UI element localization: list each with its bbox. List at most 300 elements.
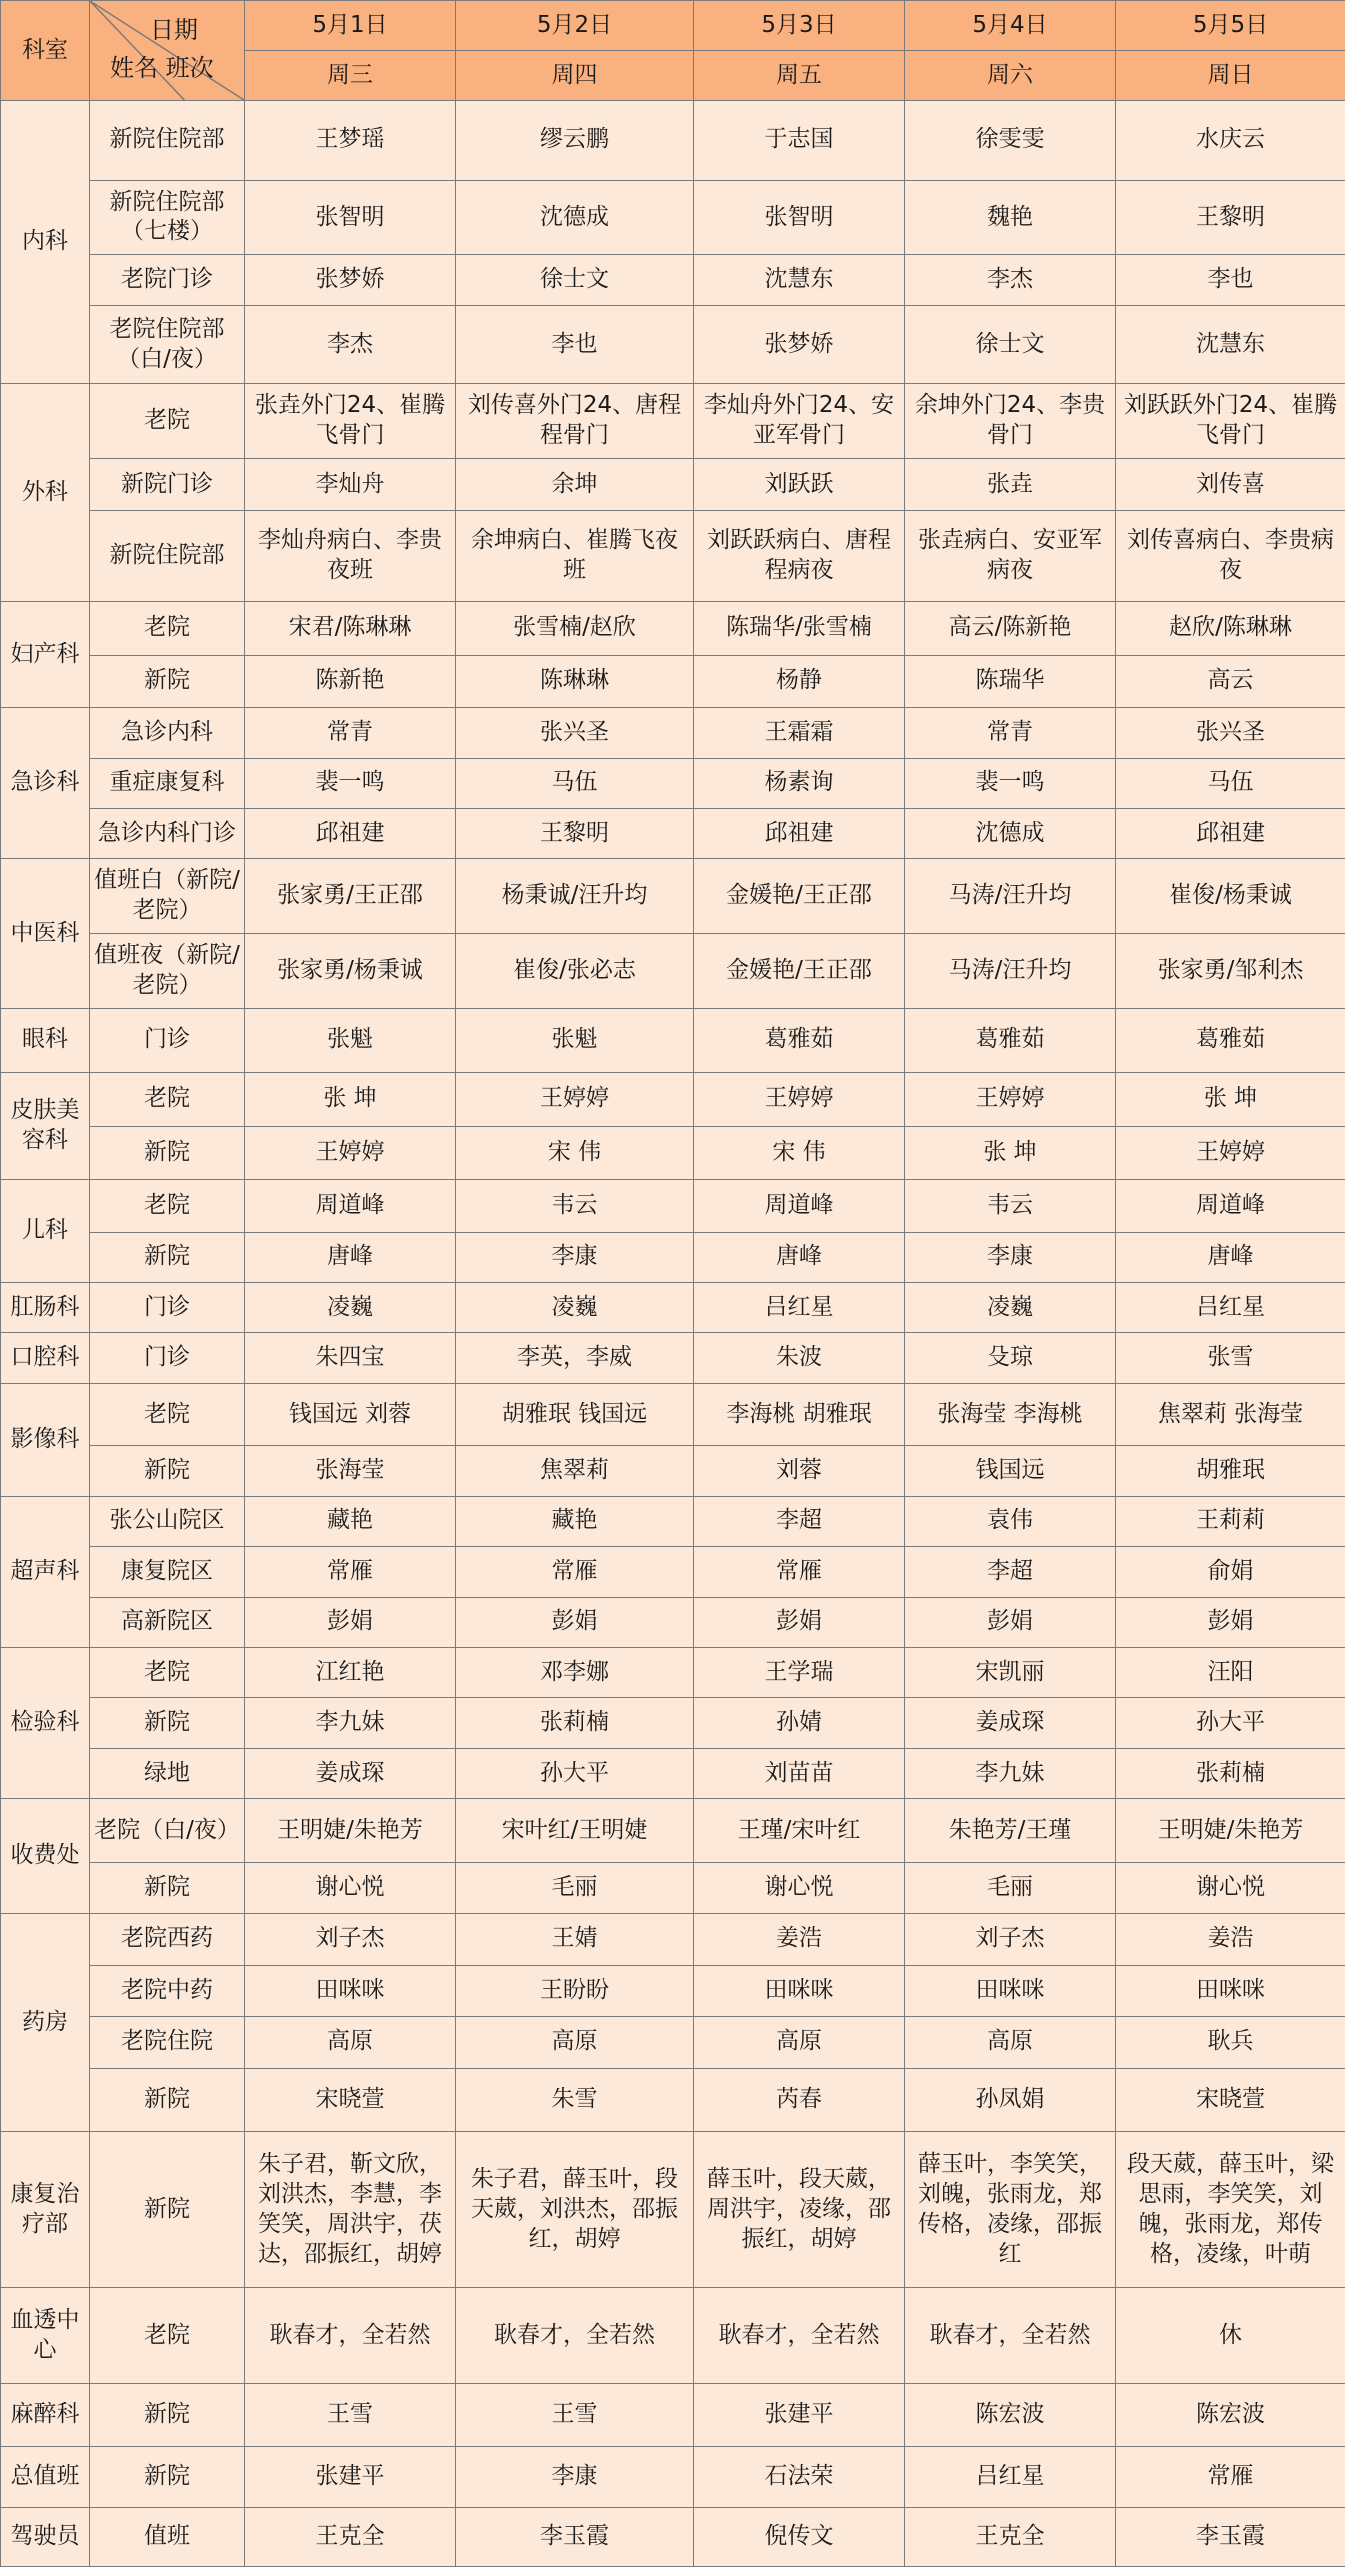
staff-cell: 姜成琛 bbox=[245, 1748, 456, 1798]
table-row bbox=[1, 1862, 1345, 1913]
staff-cell: 张智明 bbox=[694, 180, 905, 255]
staff-cell: 王盼盼 bbox=[456, 1965, 694, 2016]
staff-cell: 宋叶红/王明婕 bbox=[456, 1799, 694, 1863]
shift-cell: 老院 bbox=[90, 2288, 245, 2384]
shift-cell: 新院 bbox=[90, 655, 245, 707]
shift-cell: 老院 bbox=[90, 1180, 245, 1232]
staff-cell: 王瑾/宋叶红 bbox=[694, 1799, 905, 1863]
staff-cell: 杨秉诚/汪升均 bbox=[456, 859, 694, 934]
department-cell: 妇产科 bbox=[1, 602, 90, 708]
staff-cell: 杨静 bbox=[694, 655, 905, 707]
staff-cell: 毛丽 bbox=[456, 1862, 694, 1913]
shift-cell: 老院 bbox=[90, 1383, 245, 1446]
staff-cell: 朱雪 bbox=[456, 2068, 694, 2132]
staff-cell: 王婷婷 bbox=[694, 1073, 905, 1126]
staff-cell: 常青 bbox=[905, 708, 1116, 758]
corner-date-label: 日期 bbox=[150, 16, 198, 44]
shift-cell: 老院（白/夜） bbox=[90, 1799, 245, 1863]
department-cell: 肛肠科 bbox=[1, 1282, 90, 1332]
table-row bbox=[1, 1698, 1345, 1748]
staff-cell: 常雁 bbox=[694, 1547, 905, 1597]
staff-cell: 王婷婷 bbox=[905, 1073, 1116, 1126]
staff-cell: 李九妹 bbox=[245, 1698, 456, 1748]
shift-cell: 新院住院部（七楼） bbox=[90, 180, 245, 255]
staff-cell: 刘苗苗 bbox=[694, 1748, 905, 1798]
staff-cell: 朱四宝 bbox=[245, 1333, 456, 1383]
staff-cell: 王黎明 bbox=[1116, 180, 1345, 255]
staff-cell: 刘跃跃病白、唐程程病夜 bbox=[694, 511, 905, 602]
shift-cell: 新院住院部 bbox=[90, 101, 245, 181]
staff-cell: 李康 bbox=[456, 1232, 694, 1282]
staff-cell: 李玉霞 bbox=[1116, 2508, 1345, 2567]
staff-cell: 余坤病白、崔腾飞夜班 bbox=[456, 511, 694, 602]
staff-cell: 余坤外门24、李贵骨门 bbox=[905, 384, 1116, 459]
staff-cell: 朱子君，薛玉叶，段天葳，刘洪杰，邵振红，胡婷 bbox=[456, 2132, 694, 2288]
department-cell: 血透中心 bbox=[1, 2288, 90, 2384]
department-cell: 急诊科 bbox=[1, 708, 90, 859]
table-row bbox=[1, 808, 1345, 858]
staff-cell: 崔俊/杨秉诚 bbox=[1116, 859, 1345, 934]
staff-cell: 崔俊/张必志 bbox=[456, 933, 694, 1008]
department-cell: 总值班 bbox=[1, 2446, 90, 2508]
staff-cell: 李九妹 bbox=[905, 1748, 1116, 1798]
shift-cell: 新院 bbox=[90, 2384, 245, 2447]
department-cell: 麻醉科 bbox=[1, 2384, 90, 2447]
staff-cell: 王梦瑶 bbox=[245, 101, 456, 181]
shift-cell: 康复院区 bbox=[90, 1547, 245, 1597]
staff-cell: 唐峰 bbox=[245, 1232, 456, 1282]
staff-cell: 焦翠莉 bbox=[456, 1446, 694, 1496]
staff-cell: 唐峰 bbox=[1116, 1232, 1345, 1282]
shift-cell: 门诊 bbox=[90, 1282, 245, 1332]
corner-header bbox=[90, 1, 245, 101]
date-header: 5月4日 bbox=[905, 1, 1116, 51]
staff-cell: 宋晓萱 bbox=[1116, 2068, 1345, 2132]
staff-cell: 吕红星 bbox=[905, 2446, 1116, 2508]
table-row bbox=[1, 2508, 1345, 2567]
staff-cell: 胡雅珉 钱国远 bbox=[456, 1383, 694, 1446]
table-row bbox=[1, 305, 1345, 384]
staff-cell: 张建平 bbox=[245, 2446, 456, 2508]
staff-cell: 朱子君，靳文欣，刘洪杰，李慧，李笑笑，周洪宇，茯达，邵振红，胡婷 bbox=[245, 2132, 456, 2288]
staff-cell: 马涛/汪升均 bbox=[905, 859, 1116, 934]
table-row bbox=[1, 1597, 1345, 1647]
staff-cell: 王明婕/朱艳芳 bbox=[245, 1799, 456, 1863]
staff-cell: 张建平 bbox=[694, 2384, 905, 2447]
weekday-header: 周四 bbox=[456, 51, 694, 101]
staff-cell: 李灿舟外门24、安亚军骨门 bbox=[694, 384, 905, 459]
staff-cell: 刘传喜病白、李贵病夜 bbox=[1116, 511, 1345, 602]
department-cell: 中医科 bbox=[1, 859, 90, 1008]
staff-cell: 裴一鸣 bbox=[245, 758, 456, 808]
table-row bbox=[1, 1333, 1345, 1383]
table-row bbox=[1, 1965, 1345, 2016]
staff-cell: 李灿舟病白、李贵夜班 bbox=[245, 511, 456, 602]
shift-cell: 门诊 bbox=[90, 1008, 245, 1073]
staff-cell: 李灿舟 bbox=[245, 459, 456, 511]
staff-cell: 殳琼 bbox=[905, 1333, 1116, 1383]
staff-cell: 李康 bbox=[456, 2446, 694, 2508]
staff-cell: 常雁 bbox=[245, 1547, 456, 1597]
table-row bbox=[1, 602, 1345, 655]
staff-cell: 张梦娇 bbox=[694, 305, 905, 384]
staff-cell: 周道峰 bbox=[245, 1180, 456, 1232]
shift-cell: 老院 bbox=[90, 384, 245, 459]
table-row bbox=[1, 1383, 1345, 1446]
staff-cell: 李也 bbox=[1116, 255, 1345, 305]
staff-cell: 孙婧 bbox=[694, 1698, 905, 1748]
shift-cell: 老院住院部（白/夜） bbox=[90, 305, 245, 384]
staff-cell: 宋凯丽 bbox=[905, 1647, 1116, 1697]
staff-cell: 张莉楠 bbox=[456, 1698, 694, 1748]
staff-cell: 常雁 bbox=[1116, 2446, 1345, 2508]
staff-cell: 薛玉叶，李笑笑，刘魄，张雨龙，郑传格，凌缘，邵振红 bbox=[905, 2132, 1116, 2288]
shift-cell: 新院 bbox=[90, 2132, 245, 2288]
staff-cell: 沈慧东 bbox=[694, 255, 905, 305]
staff-cell: 田咪咪 bbox=[905, 1965, 1116, 2016]
table-row bbox=[1, 101, 1345, 181]
staff-cell: 葛雅茹 bbox=[905, 1008, 1116, 1073]
staff-cell: 高原 bbox=[694, 2017, 905, 2068]
table-row bbox=[1, 1232, 1345, 1282]
staff-cell: 王克全 bbox=[245, 2508, 456, 2567]
table-row bbox=[1, 1073, 1345, 1126]
staff-cell: 姜浩 bbox=[694, 1914, 905, 1965]
staff-cell: 张家勇/杨秉诚 bbox=[245, 933, 456, 1008]
staff-cell: 李玉霞 bbox=[456, 2508, 694, 2567]
staff-cell: 田咪咪 bbox=[694, 1965, 905, 2016]
staff-cell: 耿兵 bbox=[1116, 2017, 1345, 2068]
staff-cell: 王莉莉 bbox=[1116, 1496, 1345, 1546]
department-cell: 外科 bbox=[1, 384, 90, 602]
staff-cell: 张家勇/邹利杰 bbox=[1116, 933, 1345, 1008]
shift-cell: 高新院区 bbox=[90, 1597, 245, 1647]
table-row bbox=[1, 1647, 1345, 1697]
staff-cell: 韦云 bbox=[456, 1180, 694, 1232]
shift-cell: 新院住院部 bbox=[90, 511, 245, 602]
staff-cell: 刘蓉 bbox=[694, 1446, 905, 1496]
staff-cell: 张垚病白、安亚军病夜 bbox=[905, 511, 1116, 602]
staff-cell: 张垚外门24、崔腾飞骨门 bbox=[245, 384, 456, 459]
table-row bbox=[1, 459, 1345, 511]
staff-cell: 刘子杰 bbox=[905, 1914, 1116, 1965]
staff-cell: 刘传喜 bbox=[1116, 459, 1345, 511]
staff-cell: 周道峰 bbox=[694, 1180, 905, 1232]
corner-name-shift-label: 姓名 班次 bbox=[110, 53, 214, 82]
staff-cell: 彭娟 bbox=[694, 1597, 905, 1647]
weekday-header: 周日 bbox=[1116, 51, 1345, 101]
staff-cell: 张海莹 bbox=[245, 1446, 456, 1496]
staff-cell: 王雪 bbox=[456, 2384, 694, 2447]
staff-cell: 王雪 bbox=[245, 2384, 456, 2447]
table-row bbox=[1, 1914, 1345, 1965]
date-header: 5月2日 bbox=[456, 1, 694, 51]
department-cell: 皮肤美容科 bbox=[1, 1073, 90, 1180]
table-row bbox=[1, 1282, 1345, 1332]
staff-cell: 朱波 bbox=[694, 1333, 905, 1383]
department-cell: 儿科 bbox=[1, 1180, 90, 1283]
staff-cell: 张垚 bbox=[905, 459, 1116, 511]
staff-cell: 张智明 bbox=[245, 180, 456, 255]
table-row bbox=[1, 758, 1345, 808]
table-row bbox=[1, 933, 1345, 1008]
staff-cell: 缪云鹏 bbox=[456, 101, 694, 181]
schedule-body bbox=[1, 101, 1345, 2567]
staff-cell: 藏艳 bbox=[245, 1496, 456, 1546]
staff-cell: 张雪 bbox=[1116, 1333, 1345, 1383]
staff-cell: 陈琳琳 bbox=[456, 655, 694, 707]
staff-cell: 陈新艳 bbox=[245, 655, 456, 707]
staff-cell: 袁伟 bbox=[905, 1496, 1116, 1546]
staff-cell: 马伍 bbox=[456, 758, 694, 808]
department-cell: 康复治疗部 bbox=[1, 2132, 90, 2288]
shift-cell: 老院 bbox=[90, 602, 245, 655]
shift-cell: 张公山院区 bbox=[90, 1496, 245, 1546]
staff-cell: 孙大平 bbox=[456, 1748, 694, 1798]
shift-cell: 值班 bbox=[90, 2508, 245, 2567]
table-row bbox=[1, 1008, 1345, 1073]
staff-cell: 邱祖建 bbox=[1116, 808, 1345, 858]
department-cell: 口腔科 bbox=[1, 1333, 90, 1383]
shift-cell: 值班夜（新院/老院） bbox=[90, 933, 245, 1008]
staff-cell: 休 bbox=[1116, 2288, 1345, 2384]
staff-cell: 沈慧东 bbox=[1116, 305, 1345, 384]
shift-cell: 老院中药 bbox=[90, 1965, 245, 2016]
staff-cell: 刘子杰 bbox=[245, 1914, 456, 1965]
table-row bbox=[1, 2446, 1345, 2508]
staff-cell: 石法荣 bbox=[694, 2446, 905, 2508]
table-row bbox=[1, 2017, 1345, 2068]
staff-cell: 唐峰 bbox=[694, 1232, 905, 1282]
department-cell: 收费处 bbox=[1, 1799, 90, 1914]
shift-cell: 新院 bbox=[90, 2446, 245, 2508]
staff-cell: 王学瑞 bbox=[694, 1647, 905, 1697]
shift-cell: 新院 bbox=[90, 2068, 245, 2132]
staff-cell: 沈德成 bbox=[905, 808, 1116, 858]
staff-cell: 凌巍 bbox=[456, 1282, 694, 1332]
staff-cell: 葛雅茹 bbox=[1116, 1008, 1345, 1073]
table-row bbox=[1, 180, 1345, 255]
staff-cell: 吕红星 bbox=[694, 1282, 905, 1332]
shift-cell: 老院西药 bbox=[90, 1914, 245, 1965]
staff-cell: 陈瑞华 bbox=[905, 655, 1116, 707]
staff-cell: 张莉楠 bbox=[1116, 1748, 1345, 1798]
staff-cell: 陈宏波 bbox=[1116, 2384, 1345, 2447]
staff-cell: 张 坤 bbox=[1116, 1073, 1345, 1126]
staff-cell: 孙大平 bbox=[1116, 1698, 1345, 1748]
staff-cell: 高云/陈新艳 bbox=[905, 602, 1116, 655]
staff-cell: 倪传文 bbox=[694, 2508, 905, 2567]
staff-cell: 徐士文 bbox=[905, 305, 1116, 384]
staff-cell: 藏艳 bbox=[456, 1496, 694, 1546]
table-row bbox=[1, 384, 1345, 459]
staff-cell: 马伍 bbox=[1116, 758, 1345, 808]
staff-cell: 汪阳 bbox=[1116, 1647, 1345, 1697]
staff-cell: 李康 bbox=[905, 1232, 1116, 1282]
shift-cell: 新院门诊 bbox=[90, 459, 245, 511]
table-row bbox=[1, 1496, 1345, 1546]
staff-cell: 王婷婷 bbox=[1116, 1126, 1345, 1179]
staff-cell: 韦云 bbox=[905, 1180, 1116, 1232]
staff-cell: 耿春才，全若然 bbox=[456, 2288, 694, 2384]
staff-cell: 谢心悦 bbox=[1116, 1862, 1345, 1913]
staff-cell: 吕红星 bbox=[1116, 1282, 1345, 1332]
staff-cell: 耿春才，全若然 bbox=[245, 2288, 456, 2384]
staff-cell: 李海桃 胡雅珉 bbox=[694, 1383, 905, 1446]
shift-cell: 新院 bbox=[90, 1862, 245, 1913]
table-row bbox=[1, 2132, 1345, 2288]
department-cell: 驾驶员 bbox=[1, 2508, 90, 2567]
staff-cell: 徐雯雯 bbox=[905, 101, 1116, 181]
staff-cell: 金媛艳/王正邵 bbox=[694, 859, 905, 934]
staff-cell: 张 坤 bbox=[245, 1073, 456, 1126]
table-row bbox=[1, 2288, 1345, 2384]
shift-cell: 老院住院 bbox=[90, 2017, 245, 2068]
staff-cell: 胡雅珉 bbox=[1116, 1446, 1345, 1496]
staff-cell: 刘跃跃外门24、崔腾飞骨门 bbox=[1116, 384, 1345, 459]
header-date-row bbox=[1, 1, 1345, 51]
staff-cell: 金媛艳/王正邵 bbox=[694, 933, 905, 1008]
staff-cell: 俞娟 bbox=[1116, 1547, 1345, 1597]
shift-cell: 老院门诊 bbox=[90, 255, 245, 305]
staff-cell: 邱祖建 bbox=[245, 808, 456, 858]
staff-cell: 谢心悦 bbox=[694, 1862, 905, 1913]
staff-cell: 周道峰 bbox=[1116, 1180, 1345, 1232]
staff-cell: 凌巍 bbox=[245, 1282, 456, 1332]
staff-cell: 彭娟 bbox=[245, 1597, 456, 1647]
dept-header: 科室 bbox=[1, 1, 90, 101]
staff-cell: 水庆云 bbox=[1116, 101, 1345, 181]
department-cell: 影像科 bbox=[1, 1383, 90, 1496]
shift-cell: 老院 bbox=[90, 1073, 245, 1126]
staff-cell: 王婧 bbox=[456, 1914, 694, 1965]
staff-cell: 李杰 bbox=[245, 305, 456, 384]
department-cell: 超声科 bbox=[1, 1496, 90, 1647]
staff-cell: 马涛/汪升均 bbox=[905, 933, 1116, 1008]
staff-cell: 常青 bbox=[245, 708, 456, 758]
staff-cell: 葛雅茹 bbox=[694, 1008, 905, 1073]
staff-cell: 陈瑞华/张雪楠 bbox=[694, 602, 905, 655]
table-row bbox=[1, 1799, 1345, 1863]
table-row bbox=[1, 1126, 1345, 1179]
staff-cell: 谢心悦 bbox=[245, 1862, 456, 1913]
shift-cell: 急诊内科 bbox=[90, 708, 245, 758]
staff-cell: 沈德成 bbox=[456, 180, 694, 255]
table-row bbox=[1, 2068, 1345, 2132]
table-row bbox=[1, 1446, 1345, 1496]
weekday-header: 周三 bbox=[245, 51, 456, 101]
staff-cell: 张雪楠/赵欣 bbox=[456, 602, 694, 655]
staff-cell: 高原 bbox=[905, 2017, 1116, 2068]
staff-cell: 于志国 bbox=[694, 101, 905, 181]
date-header: 5月3日 bbox=[694, 1, 905, 51]
staff-cell: 张家勇/王正邵 bbox=[245, 859, 456, 934]
staff-cell: 李超 bbox=[694, 1496, 905, 1546]
shift-cell: 绿地 bbox=[90, 1748, 245, 1798]
staff-cell: 彭娟 bbox=[905, 1597, 1116, 1647]
staff-cell: 高原 bbox=[456, 2017, 694, 2068]
department-cell: 眼科 bbox=[1, 1008, 90, 1073]
staff-cell: 凌巍 bbox=[905, 1282, 1116, 1332]
staff-cell: 姜浩 bbox=[1116, 1914, 1345, 1965]
shift-cell: 新院 bbox=[90, 1446, 245, 1496]
staff-cell: 焦翠莉 张海莹 bbox=[1116, 1383, 1345, 1446]
staff-cell: 彭娟 bbox=[456, 1597, 694, 1647]
staff-cell: 李超 bbox=[905, 1547, 1116, 1597]
shift-cell: 新院 bbox=[90, 1126, 245, 1179]
table-row bbox=[1, 511, 1345, 602]
staff-cell: 李也 bbox=[456, 305, 694, 384]
staff-cell: 张梦娇 bbox=[245, 255, 456, 305]
staff-cell: 王明婕/朱艳芳 bbox=[1116, 1799, 1345, 1863]
table-row bbox=[1, 1547, 1345, 1597]
staff-cell: 薛玉叶，段天葳，周洪宇，凌缘，邵振红，胡婷 bbox=[694, 2132, 905, 2288]
staff-cell: 孙凤娟 bbox=[905, 2068, 1116, 2132]
table-row bbox=[1, 655, 1345, 707]
shift-cell: 新院 bbox=[90, 1698, 245, 1748]
staff-cell: 常雁 bbox=[456, 1547, 694, 1597]
staff-cell: 钱国远 刘蓉 bbox=[245, 1383, 456, 1446]
staff-cell: 田咪咪 bbox=[245, 1965, 456, 2016]
staff-cell: 裴一鸣 bbox=[905, 758, 1116, 808]
staff-cell: 徐士文 bbox=[456, 255, 694, 305]
staff-cell: 邱祖建 bbox=[694, 808, 905, 858]
staff-cell: 宋晓萱 bbox=[245, 2068, 456, 2132]
table-row bbox=[1, 708, 1345, 758]
staff-cell: 李杰 bbox=[905, 255, 1116, 305]
staff-cell: 江红艳 bbox=[245, 1647, 456, 1697]
staff-cell: 魏艳 bbox=[905, 180, 1116, 255]
staff-cell: 姜成琛 bbox=[905, 1698, 1116, 1748]
department-cell: 药房 bbox=[1, 1914, 90, 2132]
staff-cell: 高原 bbox=[245, 2017, 456, 2068]
date-header: 5月1日 bbox=[245, 1, 456, 51]
shift-cell: 值班白（新院/老院） bbox=[90, 859, 245, 934]
staff-cell: 耿春才，全若然 bbox=[694, 2288, 905, 2384]
shift-cell: 急诊内科门诊 bbox=[90, 808, 245, 858]
department-cell: 内科 bbox=[1, 101, 90, 384]
staff-cell: 王黎明 bbox=[456, 808, 694, 858]
table-row bbox=[1, 1748, 1345, 1798]
staff-cell: 张魁 bbox=[245, 1008, 456, 1073]
staff-cell: 邓李娜 bbox=[456, 1647, 694, 1697]
staff-cell: 段天葳，薛玉叶，梁思雨，李笑笑，刘魄，张雨龙，郑传格，凌缘，叶萌 bbox=[1116, 2132, 1345, 2288]
staff-cell: 李英，李威 bbox=[456, 1333, 694, 1383]
table-row bbox=[1, 859, 1345, 934]
staff-cell: 张 坤 bbox=[905, 1126, 1116, 1179]
staff-cell: 宋 伟 bbox=[694, 1126, 905, 1179]
staff-cell: 钱国远 bbox=[905, 1446, 1116, 1496]
staff-cell: 王霜霜 bbox=[694, 708, 905, 758]
staff-cell: 田咪咪 bbox=[1116, 1965, 1345, 2016]
staff-cell: 朱艳芳/王瑾 bbox=[905, 1799, 1116, 1863]
staff-cell: 毛丽 bbox=[905, 1862, 1116, 1913]
staff-cell: 余坤 bbox=[456, 459, 694, 511]
table-row bbox=[1, 255, 1345, 305]
table-row bbox=[1, 2384, 1345, 2447]
shift-cell: 重症康复科 bbox=[90, 758, 245, 808]
staff-cell: 刘跃跃 bbox=[694, 459, 905, 511]
staff-cell: 芮春 bbox=[694, 2068, 905, 2132]
staff-cell: 张魁 bbox=[456, 1008, 694, 1073]
staff-cell: 杨素询 bbox=[694, 758, 905, 808]
staff-cell: 陈宏波 bbox=[905, 2384, 1116, 2447]
staff-cell: 赵欣/陈琳琳 bbox=[1116, 602, 1345, 655]
staff-cell: 张兴圣 bbox=[1116, 708, 1345, 758]
weekday-header: 周六 bbox=[905, 51, 1116, 101]
staff-cell: 张海莹 李海桃 bbox=[905, 1383, 1116, 1446]
weekday-header: 周五 bbox=[694, 51, 905, 101]
